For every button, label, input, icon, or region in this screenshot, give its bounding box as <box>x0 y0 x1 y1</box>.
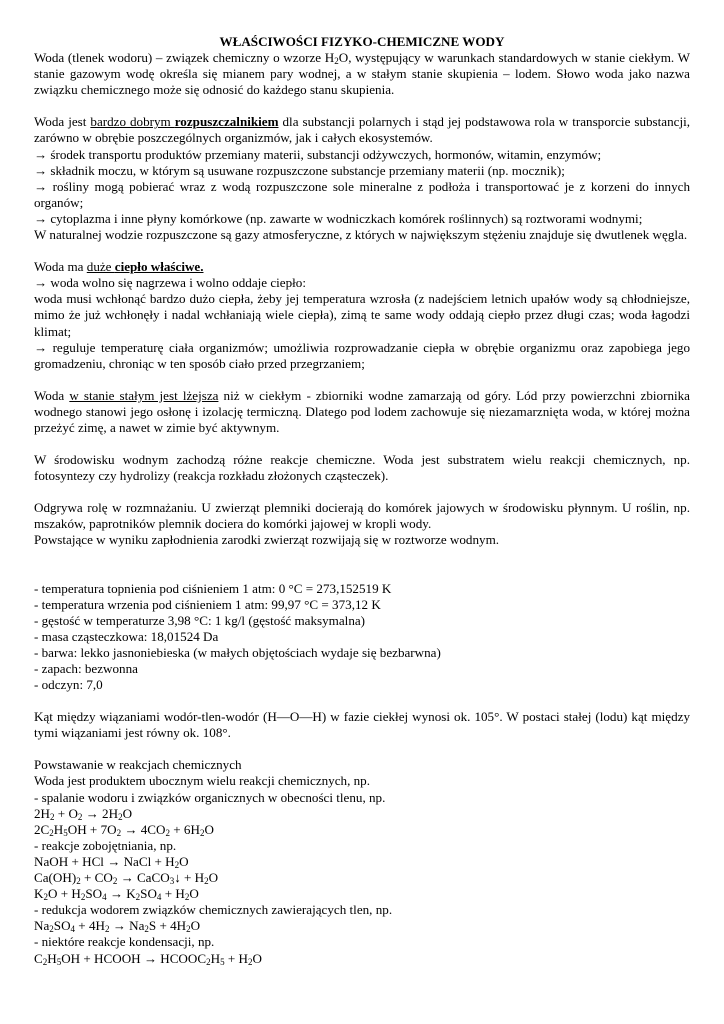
equation <box>34 951 690 967</box>
equation-part: ↓ + H <box>174 870 205 886</box>
equation-part: SO <box>140 886 157 902</box>
equation-subscript: 2 <box>247 956 253 967</box>
property-item: - temperatura wrzenia pod ciśnieniem 1 atm: 99,97 °C = 373,12 K <box>34 596 381 612</box>
reproduction-paragraph: Odgrywa rolę w rozmnażaniu. U zwierząt plemniki docierają do komórek jajowych w środowisku płynnym. U roślin, np. mszaków, paprotników plemnik dociera do komórki jajowej w kropli wody. <box>34 500 690 532</box>
equation-part: SO <box>53 918 71 934</box>
reproduction-paragraph: Powstające w wyniku zapłodnienia zarodki zwierząt rozwijają się w roztworze wodnym. <box>34 532 500 548</box>
property-item: - gęstość w temperaturze 3,98 °C: 1 kg/l (gęstość maksymalna) <box>34 612 366 628</box>
equation-subscript: 2 <box>118 811 123 822</box>
heat-underline: duże <box>86 259 115 275</box>
property-item: - zapach: bezwonna <box>34 661 138 676</box>
equation-part: O + H <box>47 886 81 902</box>
equation <box>34 918 690 934</box>
equation-part: + CO <box>80 870 113 886</box>
equation-part: → CaCO <box>117 870 170 886</box>
equation-part: O <box>179 853 189 869</box>
equation-part: K <box>34 886 44 902</box>
equation-subscript: 2 <box>49 924 54 935</box>
equation-part: 2H <box>34 805 51 821</box>
equation-subscript: 2 <box>135 892 141 903</box>
equation <box>34 854 690 870</box>
equation <box>34 822 690 838</box>
equation-subscript: 4 <box>156 892 162 903</box>
equation-subscript: 2 <box>50 811 55 822</box>
equation-part: O <box>190 918 201 934</box>
intro-subscript: 2 <box>334 56 339 67</box>
property-item: - barwa: lekko jasnoniebieska (w małych objętościach wydaje się bezbarwna) <box>34 644 441 660</box>
intro-text-b: O, występujący w warunkach standardowych w stanie ciekłym. W stanie gazowym wodę określa się mianem pary wodnej, a w stałym stanie skupienia – lodem. Słowo woda jako nazwa związku chemicznego może się odnosić do każdego stanu skupienia. <box>34 50 690 98</box>
equation-part: O <box>122 805 133 821</box>
document-title: WŁAŚCIWOŚCI FIZYKO-CHEMICZNE WODY <box>219 34 505 49</box>
equation-part: H <box>210 950 221 966</box>
solvent-post: dla substancji polarnych i stąd jej podstawowa rola w transporcie substancji, zarówno w obrębie poszczególnych organizmów, jak i całych ekosystemów. <box>34 114 691 146</box>
formation-combustion: - spalanie wodoru i związków organicznych w obecności tlenu, np. <box>34 789 386 805</box>
equation-part: S + 4H <box>148 918 187 934</box>
equation-subscript: 2 <box>144 924 149 935</box>
ice-underline: w stanie stałym jest lżejsza <box>69 387 219 403</box>
equation-part: O <box>204 821 214 837</box>
ice-pre: Woda <box>34 387 70 403</box>
solvent-pre: Woda jest <box>34 114 91 130</box>
formation-intro: Woda jest produktem ubocznym wielu reakcji chemicznych, np. <box>34 773 370 789</box>
solvent-item: → składnik moczu, w którym są usuwane rozpuszczone substancje przemiany materii (np. mocznik); <box>34 162 565 178</box>
equation-part: → Na <box>109 918 145 934</box>
property-item: - odczyn: 7,0 <box>34 677 103 693</box>
equation-subscript: 2 <box>184 892 190 903</box>
equation-subscript: 2 <box>206 956 211 967</box>
equation-part: + 6H <box>170 821 200 837</box>
equation-subscript: 4 <box>102 892 107 903</box>
equation-subscript: 2 <box>199 827 205 838</box>
equation-subscript: 2 <box>76 876 81 887</box>
equation-part: H <box>47 950 57 966</box>
heat-item: woda musi wchłonąć bardzo dużo ciepła, żeby jej temperatura wzrosła (z nadejściem letnich upałów wody są chłodniejsze, mimo że już wchłonęły i nadal wchłaniają wiele ciepła), zimą te same wody oddają ciepło przez długi czas; woda łagodzi klimat; <box>34 291 690 339</box>
intro-text-a: Woda (tlenek wodoru) – związek chemiczny o wzorze H <box>34 50 335 66</box>
solvent-keyword: rozpuszczalnikiem <box>174 114 279 130</box>
heat-item: → reguluje temperaturę ciała organizmów; umożliwia rozprowadzanie ciepła w obrębie organizmu oraz zapobiega jego gromadzeniu, chroniąc w ten sposób ciało przed przegrzaniem; <box>34 339 690 371</box>
equation <box>34 806 690 822</box>
equation-subscript: 2 <box>49 827 54 838</box>
intro-paragraph <box>34 50 690 98</box>
equation-part: O <box>252 950 262 966</box>
equation-subscript: 2 <box>43 892 48 903</box>
equation-subscript: 2 <box>204 876 209 887</box>
equation-subscript: 5 <box>56 956 62 967</box>
equation-part: + H <box>161 886 185 902</box>
equation-part: Na <box>34 918 50 934</box>
formation-condensation: - niektóre reakcje kondensacji, np. <box>34 934 215 950</box>
reactions-paragraph: W środowisku wodnym zachodzą różne reakcje chemiczne. Woda jest substratem wielu reakcji chemicznych, np. fotosyntezy czy hydrolizy (reakcja rozkładu złożonych cząsteczek). <box>34 452 690 484</box>
solvent-paragraph <box>34 114 690 146</box>
equation-subscript: 4 <box>70 924 76 935</box>
equation-subscript: 2 <box>77 811 83 822</box>
equation-subscript: 2 <box>80 892 86 903</box>
equation-part: C <box>34 950 43 966</box>
equation-subscript: 2 <box>42 956 48 967</box>
solvent-item: W naturalnej wodzie rozpuszczone są gazy atmosferyczne, z których w największym stężeniu znajduje się dwutlenek węgla. <box>34 227 688 243</box>
heat-pre: Woda ma <box>34 259 87 275</box>
solvent-item: → cytoplazma i inne płyny komórkowe (np. zawarte w wodniczkach komórek roślinnych) są roztworami wodnymi; <box>34 210 643 226</box>
equation-part: O <box>189 886 199 902</box>
solvent-underline: bardzo dobrym <box>90 114 175 130</box>
equation-subscript: 2 <box>165 827 170 838</box>
equation-subscript: 2 <box>116 827 122 838</box>
equation-subscript: 2 <box>174 859 180 870</box>
equation-part: → K <box>106 886 136 902</box>
equation-subscript: 5 <box>220 956 225 967</box>
heat-heading <box>34 259 690 275</box>
equation-part: H <box>53 821 64 837</box>
solvent-item: → rośliny mogą pobierać wraz z wodą rozpuszczone sole mineralne z podłoża i transportować je z korzeni do innych organów; <box>34 178 690 210</box>
equation-part: Ca(OH) <box>34 870 77 886</box>
property-item: - masa cząsteczkowa: 18,01524 Da <box>34 628 219 644</box>
equation-part: OH + 7O <box>67 821 117 837</box>
equation-part: + O <box>54 805 78 821</box>
equation <box>34 886 690 902</box>
solvent-item: → środek transportu produktów przemiany materii, substancji odżywczych, hormonów, witamin, enzymów; <box>34 146 602 162</box>
formation-reduction: - redukcja wodorem związków chemicznych zawierających tlen, np. <box>34 902 393 918</box>
formation-heading: Powstawanie w reakcjach chemicznych <box>34 757 242 773</box>
equation-part: + 4H <box>75 918 105 934</box>
angle-paragraph: Kąt między wiązaniami wodór-tlen-wodór (H—O—H) w fazie ciekłej wynosi ok. 105°. W postaci stałej (lodu) kąt między tymi wiązaniami jest równy ok. 108°. <box>34 709 690 741</box>
equation <box>34 870 690 886</box>
equation-part: OH + HCOOH → HCOOC <box>61 950 207 966</box>
heat-item: → woda wolno się nagrzewa i wolno oddaje ciepło: <box>34 275 306 291</box>
equation-subscript: 2 <box>112 876 118 887</box>
equation-subscript: 3 <box>169 876 175 887</box>
equation-subscript: 2 <box>186 924 191 935</box>
equation-part: → 2H <box>82 805 119 821</box>
equation-part: + H <box>224 950 248 966</box>
equation-part: SO <box>85 886 103 902</box>
heat-keyword: ciepło właściwe. <box>114 259 204 275</box>
ice-post: niż w ciekłym - zbiorniki wodne zamarzają od góry. Lód przy powierzchni zbiornika wodnego stanowi jego osłonę i izolację termiczną. Dlatego pod lodem zachowuje się niezamarznięta woda, w której można przeżyć zimę, a nawet w zimie być aktywnym. <box>34 387 690 435</box>
ice-paragraph <box>34 388 690 436</box>
property-item: - temperatura topnienia pod ciśnieniem 1 atm: 0 °C = 273,152519 K <box>34 580 392 596</box>
equation-part: → 4CO <box>121 821 166 837</box>
equation-subscript: 2 <box>104 924 110 935</box>
formation-neutralization: - reakcje zobojętniania, np. <box>34 837 177 853</box>
equation-part: NaOH + HCl → NaCl + H <box>34 853 175 869</box>
equation-subscript: 5 <box>63 827 68 838</box>
equation-part: O <box>208 870 219 886</box>
equation-part: 2C <box>34 821 50 837</box>
